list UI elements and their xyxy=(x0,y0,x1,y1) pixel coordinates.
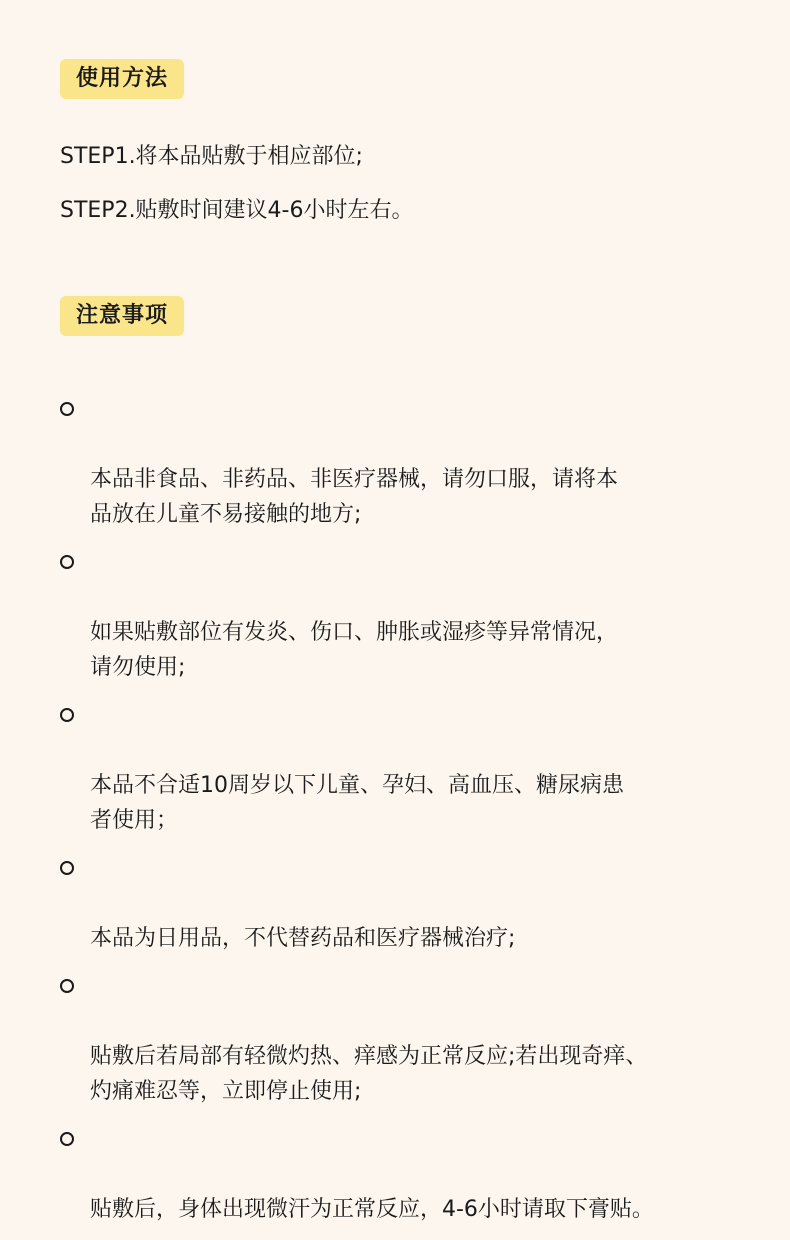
note-text: 本品为日用品，不代替药品和医疗器械治疗; xyxy=(90,926,516,951)
circle-bullet-icon xyxy=(60,555,74,569)
note-text: 如果贴敷部位有发炎、伤口、肿胀或湿疹等异常情况， 请勿使用; xyxy=(90,620,619,680)
list-item xyxy=(60,392,760,532)
circle-bullet-icon xyxy=(60,861,74,875)
note-text: 本品不合适10周岁以下儿童、孕妇、高血压、糖尿病患 者使用； xyxy=(90,773,624,833)
usage-step-2: STEP2.贴敷时间建议4-6小时左右。 xyxy=(60,198,414,223)
notes-section-title: 注意事项 xyxy=(60,296,184,336)
list-item xyxy=(60,851,760,956)
list-item xyxy=(60,545,760,685)
note-text: 贴敷后若局部有轻微灼热、痒感为正常反应;若出现奇痒、 灼痛难忍等，立即停止使用; xyxy=(90,1044,648,1104)
circle-bullet-icon xyxy=(60,1132,74,1146)
list-item xyxy=(60,698,760,838)
list-item xyxy=(60,969,760,1109)
list-item xyxy=(60,1122,760,1227)
usage-step-1: STEP1.将本品贴敷于相应部位; xyxy=(60,144,363,169)
note-text: 本品非食品、非药品、非医疗器械，请勿口服，请将本 品放在儿童不易接触的地方; xyxy=(90,467,619,527)
usage-section-title: 使用方法 xyxy=(60,59,184,99)
circle-bullet-icon xyxy=(60,708,74,722)
circle-bullet-icon xyxy=(60,402,74,416)
circle-bullet-icon xyxy=(60,979,74,993)
note-text: 贴敷后，身体出现微汗为正常反应，4-6小时请取下膏贴。 xyxy=(90,1197,654,1222)
notes-list xyxy=(60,392,760,1240)
